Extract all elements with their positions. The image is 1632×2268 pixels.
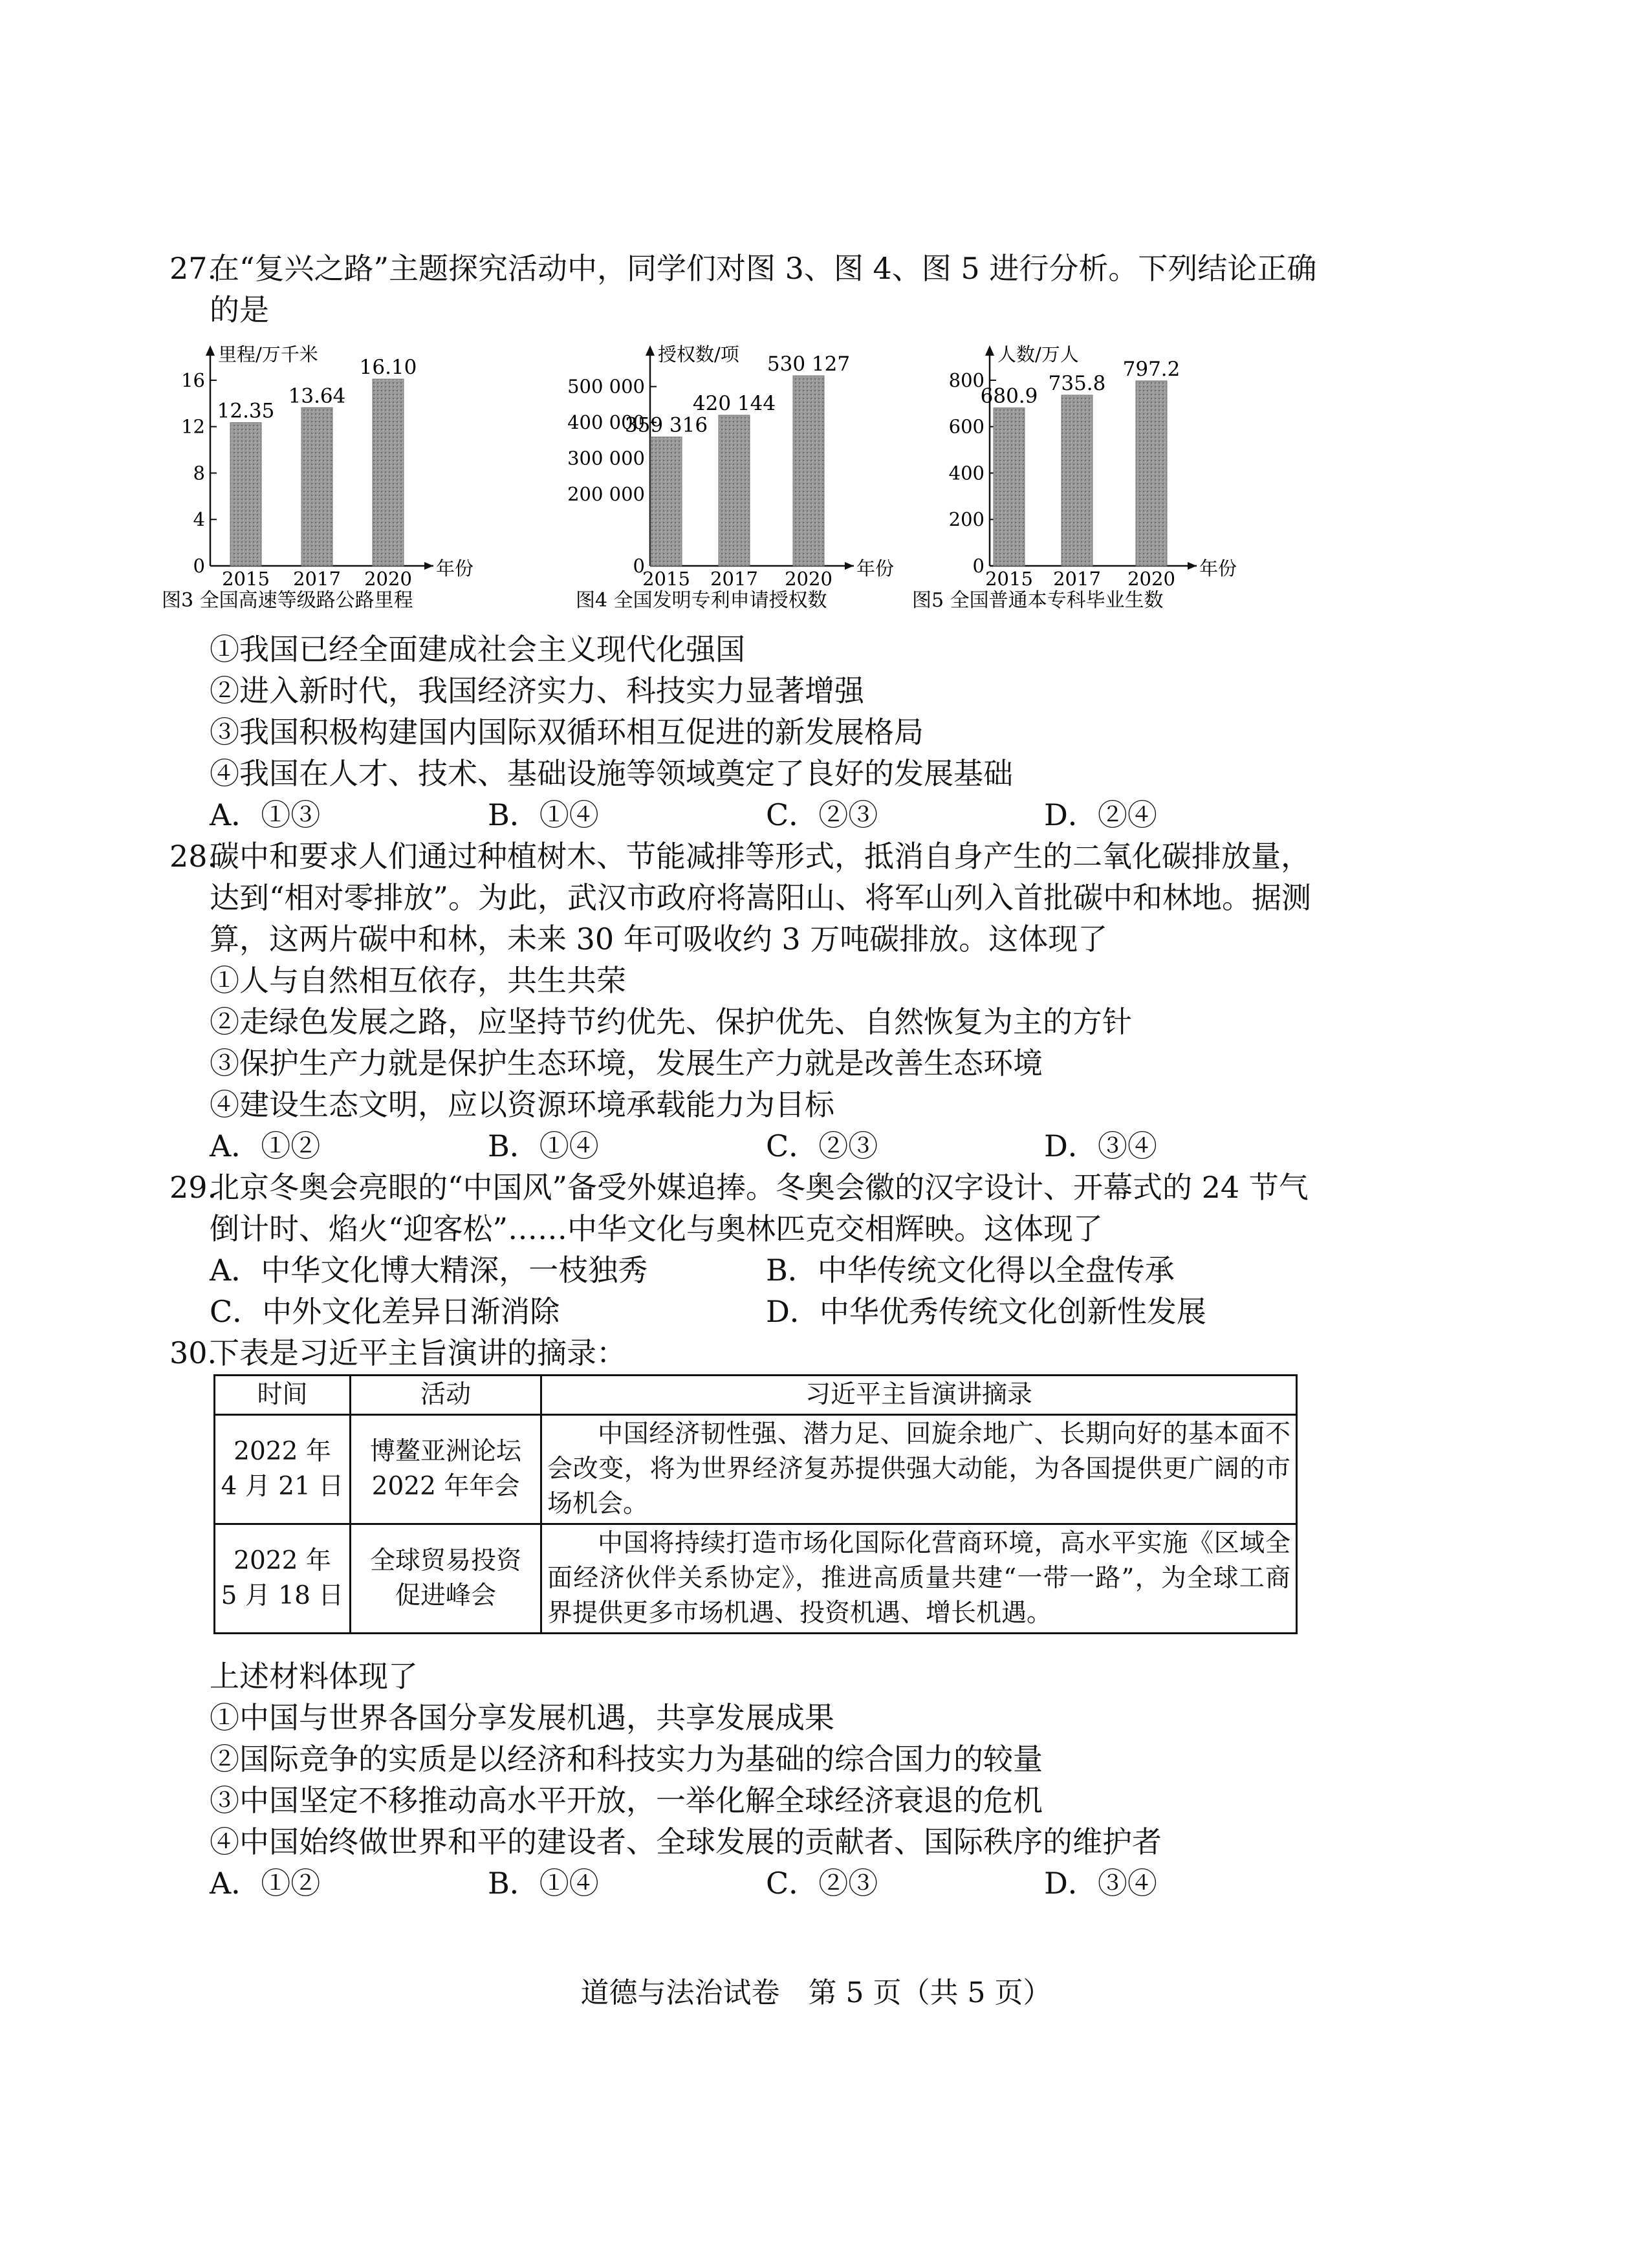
x-tick-label: 2020 [785, 568, 832, 590]
q27-option-a[interactable]: A．①③ [210, 797, 321, 832]
table-cell-content: 中国经济韧性强、潜力足、回旋余地广、长期向好的基本面不会改变，将为世界经济复苏提供强大动能，为各国提供更广阔的市场机会。 [541, 1415, 1297, 1524]
q27-option-c[interactable]: C．②③ [766, 797, 878, 832]
q29-line-1 [169, 1167, 1309, 1208]
x-tick-label: 2017 [710, 568, 758, 590]
x-axis-arrow [845, 562, 854, 570]
x-axis-label: 年份 [1199, 557, 1237, 579]
q30-statement-3: ③中国坚定不移推动高水平开放，一举化解全球经济衰退的危机 [210, 1783, 1043, 1818]
q28-option-c[interactable]: C．②③ [766, 1129, 878, 1163]
q29-option-a[interactable]: A．中华文化博大精深，一枝独秀 [210, 1253, 648, 1288]
y-tick-label: 0 [633, 555, 645, 577]
q29-option-d[interactable]: D．中华优秀传统文化创新性发展 [766, 1294, 1206, 1329]
x-axis-arrow [1188, 562, 1197, 570]
y-tick-label: 600 [948, 415, 985, 438]
bar [793, 376, 824, 566]
table-header-content: 习近平主旨演讲摘录 [541, 1376, 1297, 1415]
speech-table [213, 1374, 1298, 1634]
q27-stem-line-2: 的是 [210, 292, 269, 327]
y-tick-label: 800 [948, 369, 985, 391]
x-tick-label: 2015 [642, 568, 690, 590]
y-tick-label: 0 [193, 555, 205, 577]
data-label: 735.8 [1048, 371, 1106, 395]
x-tick-label: 2017 [1053, 568, 1101, 590]
q29-stem-line-1: 北京冬奥会亮眼的“中国风”备受外媒追捧。冬奥会徽的汉字设计、开幕式的 24 节气 [210, 1170, 1309, 1205]
chart-caption: 图5 全国普通本专科毕业生数 [912, 589, 1164, 612]
page-footer: 道德与法治试卷 第 5 页（共 5 页） [580, 1976, 1052, 2009]
table-row [215, 1415, 1297, 1524]
table-cell-event [351, 1524, 541, 1634]
y-axis-arrow [985, 345, 994, 356]
data-label: 12.35 [217, 399, 275, 423]
y-tick-label: 300 000 [567, 447, 645, 470]
q30-options [210, 1863, 1309, 1904]
x-axis-label: 年份 [436, 557, 474, 579]
q29-stem-line-2: 倒计时、焰火“迎客松”……中华文化与奥林匹克交相辉映。这体现了 [210, 1211, 1104, 1246]
q30-option-a[interactable]: A．①② [210, 1866, 321, 1901]
y-tick-label: 200 000 [567, 483, 645, 506]
q28-statement-2: ②走绿色发展之路，应坚持节约优先、保护优先、自然恢复为主的方针 [210, 1004, 1132, 1039]
y-tick-label: 8 [193, 462, 205, 484]
q30-statement-2: ②国际竞争的实质是以经济和科技实力为基础的综合国力的较量 [210, 1742, 1043, 1777]
q30-line-1 [169, 1332, 626, 1374]
table-header-time: 时间 [215, 1376, 351, 1415]
table-cell-event [351, 1415, 541, 1524]
q30-intro: 下表是习近平主旨演讲的摘录： [210, 1335, 626, 1370]
x-tick-label: 2020 [364, 568, 412, 590]
chart-fig4-patent-grants [511, 343, 895, 617]
q28-option-b[interactable]: B．①④ [488, 1129, 599, 1163]
date-line: 2022 年 [234, 1437, 331, 1466]
y-tick-label: 400 [948, 462, 985, 484]
q27-statement-1: ①我国已经全面建成社会主义现代化强国 [210, 632, 745, 667]
x-tick-label: 2017 [293, 568, 341, 590]
q27-statement-3: ③我国积极构建国内国际双循环相互促进的新发展格局 [210, 715, 924, 750]
q30-statement-1: ①中国与世界各国分享发展机遇，共享发展成果 [210, 1700, 834, 1735]
y-tick-label: 12 [181, 415, 205, 438]
event-line: 2022 年年会 [371, 1472, 520, 1501]
y-tick-label: 500 000 [567, 375, 645, 398]
q28-options [210, 1125, 1309, 1167]
data-label: 16.10 [359, 356, 417, 380]
y-tick-label: 4 [193, 508, 205, 531]
q28-stem-line-1: 碳中和要求人们通过种植树木、节能减排等形式，抵消自身产生的二氧化碳排放量， [210, 839, 1311, 874]
q30-option-d[interactable]: D．③④ [1044, 1866, 1157, 1901]
x-tick-label: 2015 [985, 568, 1033, 590]
q28-statement-3: ③保护生产力就是保护生态环境，发展生产力就是改善生态环境 [210, 1046, 1043, 1081]
event-line: 全球贸易投资 [369, 1546, 521, 1575]
q28-statement-1: ①人与自然相互依存，共生共荣 [210, 963, 626, 998]
q28-statement-4: ④建设生态文明，应以资源环境承载能力为目标 [210, 1087, 834, 1122]
date-line: 5 月 18 日 [221, 1581, 344, 1610]
chart-caption: 图3 全国高速等级路公路里程 [162, 589, 413, 612]
chart-fig5-graduates [906, 343, 1268, 617]
bar [719, 415, 750, 566]
chart-caption: 图4 全国发明专利申请授权数 [576, 589, 827, 612]
q27-statement-4: ④我国在人才、技术、基础设施等领域奠定了良好的发展基础 [210, 756, 1013, 791]
q30-after-text: 上述材料体现了 [210, 1659, 418, 1694]
q28-stem-line-3: 算，这两片碳中和林，未来 30 年可吸收约 3 万吨碳排放。这体现了 [210, 922, 1108, 956]
data-label: 13.64 [288, 384, 346, 408]
bar [651, 437, 682, 566]
chart-fig3-highway-mileage [155, 343, 517, 617]
table-header-event: 活动 [351, 1376, 541, 1415]
q28-option-a[interactable]: A．①② [210, 1129, 321, 1163]
bar [373, 379, 404, 566]
q27-line-1 [169, 248, 1316, 289]
q30-number: 30. [169, 1335, 217, 1370]
data-label: 359 316 [624, 413, 708, 437]
date-line: 4 月 21 日 [221, 1472, 344, 1501]
y-axis-arrow [206, 345, 215, 356]
q30-option-b[interactable]: B．①④ [488, 1866, 599, 1901]
bar [1136, 381, 1167, 566]
x-tick-label: 2020 [1127, 568, 1175, 590]
x-tick-label: 2015 [222, 568, 270, 590]
q28-option-d[interactable]: D．③④ [1044, 1129, 1157, 1163]
data-label: 420 144 [692, 392, 776, 416]
table-cell-date [215, 1524, 351, 1634]
data-label: 797.2 [1122, 357, 1180, 381]
event-line: 促进峰会 [395, 1581, 496, 1610]
q27-statement-2: ②进入新时代，我国经济实力、科技实力显著增强 [210, 673, 864, 708]
chart-svg [155, 343, 517, 614]
q27-number: 27. [169, 251, 217, 286]
q27-option-d[interactable]: D．②④ [1044, 797, 1157, 832]
table-header-row [215, 1376, 1297, 1415]
bar [1061, 395, 1093, 566]
data-label: 680.9 [980, 384, 1038, 408]
y-axis-label: 授权数/项 [658, 343, 739, 365]
q29-number: 29. [169, 1170, 217, 1205]
bar [230, 422, 261, 566]
q28-line-1 [169, 836, 1311, 877]
table-cell-date [215, 1415, 351, 1524]
q30-option-c[interactable]: C．②③ [766, 1866, 878, 1901]
q27-options [210, 794, 1309, 836]
y-axis-arrow [646, 345, 655, 356]
y-axis-label: 人数/万人 [997, 343, 1079, 365]
q29-options-row-2 [210, 1291, 1309, 1332]
chart-svg [511, 343, 895, 614]
y-tick-label: 200 [948, 508, 985, 531]
y-tick-label: 0 [972, 555, 985, 577]
q29-option-c[interactable]: C．中外文化差异日渐消除 [210, 1294, 560, 1329]
y-tick-label: 400 000 [567, 411, 645, 434]
q27-stem-line-1: 在“复兴之路”主题探究活动中，同学们对图 3、图 4、图 5 进行分析。下列结论正确 [210, 251, 1317, 286]
data-label: 530 127 [767, 352, 851, 376]
event-line: 博鳌亚洲论坛 [369, 1437, 521, 1466]
q28-number: 28. [169, 839, 217, 874]
x-axis-arrow [424, 562, 433, 570]
q29-option-b[interactable]: B．中华传统文化得以全盘传承 [766, 1253, 1175, 1288]
q28-stem-line-2: 达到“相对零排放”。为此，武汉市政府将嵩阳山、将军山列入首批碳中和林地。据测 [210, 880, 1312, 915]
bar [994, 408, 1025, 566]
q27-option-b[interactable]: B．①④ [488, 797, 599, 832]
chart-svg [906, 343, 1268, 614]
q29-options-row-1 [210, 1249, 1309, 1291]
q30-statement-4: ④中国始终做世界和平的建设者、全球发展的贡献者、国际秩序的维护者 [210, 1824, 1162, 1859]
table-cell-content: 中国将持续打造市场化国际化营商环境，高水平实施《区域全面经济伙伴关系协定》，推进高质量共建“一带一路”，为全球工商界提供更多市场机遇、投资机遇、增长机遇。 [541, 1524, 1297, 1634]
date-line: 2022 年 [234, 1546, 331, 1575]
bar [301, 407, 332, 566]
y-tick-label: 16 [181, 369, 205, 391]
y-axis-label: 里程/万千米 [218, 343, 318, 365]
x-axis-label: 年份 [856, 557, 895, 579]
table-row [215, 1524, 1297, 1634]
